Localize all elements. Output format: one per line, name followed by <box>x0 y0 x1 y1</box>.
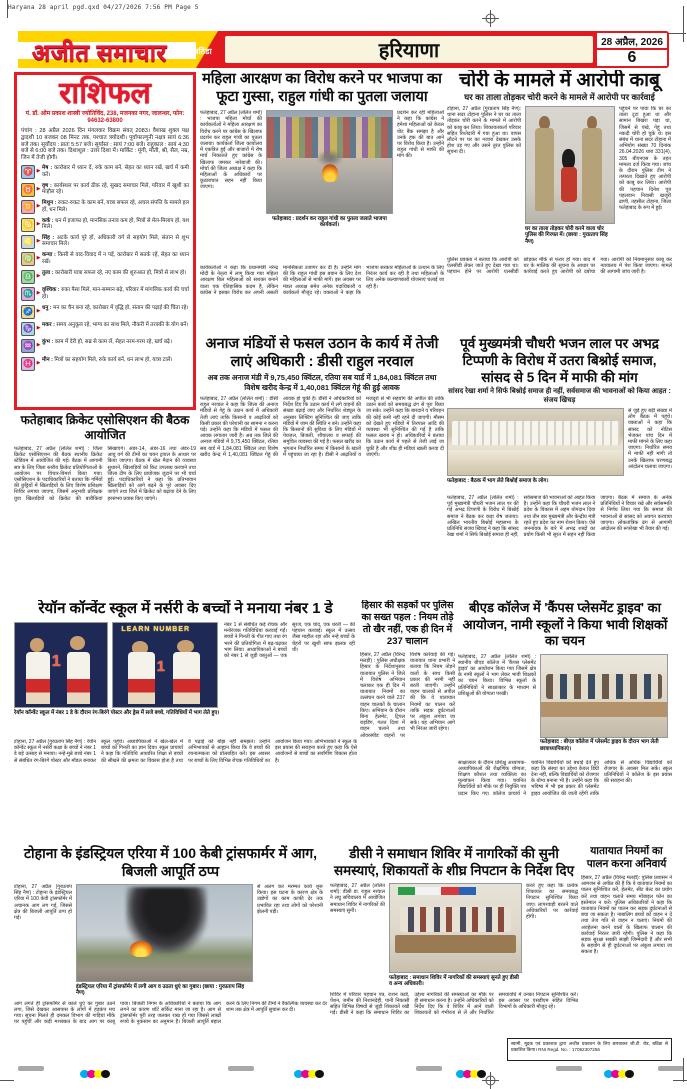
header-band <box>18 31 669 68</box>
sign-text: मेष : कारोबार में ध्यान दें, रुके काम बनें, सेहत का ध्यान रखें, खर्च में कमी करें। <box>42 165 190 178</box>
kid-figure <box>67 652 91 704</box>
date-box: 28 अप्रैल, 2026 <box>597 33 667 48</box>
registration-strip <box>0 1064 687 1074</box>
zodiac-icon: ♏ <box>21 287 35 301</box>
registration-dash <box>556 1066 582 1071</box>
photo-wrap <box>540 654 668 753</box>
kid-figure <box>26 652 50 704</box>
rashifal-sign-list <box>21 165 189 370</box>
rashifal-box <box>14 72 196 410</box>
photo-board-text: LEARN NUMBER <box>121 626 191 634</box>
people-figure <box>400 907 510 932</box>
rashifal-sign-row <box>21 252 189 266</box>
rashifal-sign-row <box>21 322 189 336</box>
arrow-icon: ▶ <box>36 168 41 175</box>
sign-text: मकर : समय अनुकूल रहे, भाग्य का साथ मिले, नौकरी में तरक्की के योग बनें। <box>42 321 189 328</box>
article-body: हिसार, 27 अप्रैल (विरेन्द्र मलड़ी): पुलिस प्रशासन ने आमजन से अपील की है कि वे यातायात नियमों का पालन सुनिश्चित करें, हेलमेट, सीट बेल्ट का प्रयोग करें तथा वाहन चलाते समय मोबाइल फोन का इस्तेमाल न करें। पुलिस अधिकारियों ने कहा कि यातायात नियमों का पालन कर सड़क दुर्घटनाओं से बचा जा सकता है। नाबालिग बच्चों को वाहन न दें तथा तेज गति से वाहन न चलाएं। नियमों की अवहेलना करने वालों के खिलाफ चालान की कार्रवाई निरंतर जारी रहेगी। पुलिस ने कहा कि सड़क सुरक्षा सबकी साझी जिम्मेदारी है और सभी के सहयोग से ही दुर्घटनाओं पर अंकुश लगाया जा सकता है। <box>581 875 672 956</box>
imprint-box <box>507 1038 672 1061</box>
cmyk-dot <box>101 1070 110 1078</box>
article-headline: डीसी ने समाधान शिविर में नागरिकों की सुनी समस्याएं, शिकायतों के शीघ्र निपटान के निर्देश दिए <box>333 846 575 878</box>
suspect-figure <box>561 167 577 202</box>
article-body: साक्षात्कार के दौरान प्रशिक्षु अध्यापक-अध्यापिकाओं की शैक्षणिक योग्यता, शिक्षण कौशल तथा व्यक्तित्व का मूल्यांकन किया गया। चयनित विद्यार्थियों को मौके पर ही नियुक्ति पत्र प्रदान किए गए। कॉलेज प्राचार्य ने चयनित विद्यार्थियों को बधाई देते हुए कहा कि संस्था का उद्देश्य केवल डिग्री देना नहीं, बल्कि विद्यार्थियों को रोजगार के योग्य बनाना भी है। उन्होंने कहा कि भविष्य में भी इस प्रकार की प्लेसमेंट ड्राइव आयोजित की जाती रहेंगी ताकि अधिक से अधिक विद्यार्थियों को रोजगार के अवसर मिल सकें। स्कूल प्रतिनिधियों ने कॉलेज के इस प्रयास की सराहना की। <box>458 759 672 797</box>
print-slug: Haryana 28 april pgd.qxd 04/27/2026 7:56 PM Page 5 <box>8 4 199 11</box>
article-photo <box>447 408 624 476</box>
rashifal-sign-row <box>21 183 189 197</box>
rashifal-sign-row <box>21 200 189 214</box>
imprint-line2: रोड, बठिंडा से प्रकाशित किया। RNI Regd. No. : 17092307256 <box>511 1041 669 1052</box>
article-body: फतेहाबाद, 27 अप्रैल (ललित शर्मा) : डीसी राहुल नरवाल ने कहा कि जिला की अनाज मंडियों से गेहूं के उठान कार्य में अधिकारी तेजी लाएं ताकि किसानों व आढ़तियों को किसी प्रकार की परेशानी का सामना न करना पड़े। उन्होंने कहा कि मंडियों में फसल की आवक लगातार जारी है। अब तक जिले की अनाज मंडियों में 9,75,450 क्विंटल, रतिया सब यार्ड में 1,84,081 क्विंटल तथा विशेष खरीद केन्द्र में 1,40,081 क्विंटल गेहूं की आवक हो चुकी है। डीसी ने अधिकारियों को निर्देश दिए कि उठान कार्य में लगे वाहनों की संख्या बढ़ाई जाए और निर्धारित शेड्यूल के अनुसार लिफ्टिंग सुनिश्चित की जाए ताकि मंडियों में जाम की स्थिति न बने। उन्होंने कहा कि किसानों की सुविधा के लिए मंडियों में पेयजल, बिजली, शौचालय व सफाई की समुचित व्यवस्था की गई है। फसल खरीद का भुगतान निर्धारित समय में किसानों के खातों में पहुंचाया जा रहा है। डीसी ने आढ़तियों व मजदूरों से भी सहयोग की अपील की ताकि उठान कार्य को समयबद्ध ढंग से पूरा किया जा सके। उन्होंने कहा कि बारदाने व परिवहन की कोई कमी नहीं रहने दी जाएगी। मौसम को देखते हुए मंडियों में तिरपाल आदि की व्यवस्था भी सुनिश्चित की गई है ताकि फसल खराब न हो। अधिकारियों ने बताया कि उठान कार्य में पहले से तेजी लाई जा चुकी है और शीघ्र ही मंडियां खाली करवा दी जाएंगी। <box>200 396 444 458</box>
arrow-icon: ▶ <box>36 272 41 279</box>
sign-text: कन्या : किसी से वाद-विवाद में न पड़ें, कारोबार में सतर्क रहें, सेहत का ध्यान रखें। <box>42 252 190 265</box>
banner-figure <box>398 887 477 896</box>
zodiac-icon: ♒ <box>21 339 35 353</box>
article-body: कार्यकर्ताओं ने कहा कि प्रधानमंत्री नरेन्द्र मोदी के नेतृत्व में लागू किया गया महिला आरक्षण बिल महिलाओं को सशक्त बनाने वाला एक ऐतिहासिक कदम है, लेकिन कांग्रेस ने इसका विरोध कर अपनी असली मानसिकता उजागर कर दी है। उन्होंने मांग की कि राहुल गांधी इस बयान के लिए देश की महिलाओं से माफी मांगें। इस अवसर पर मंडल अध्यक्ष समेत अनेक पदाधिकारी व कार्यकर्ता मौजूद रहे। वक्ताओं ने कहा कि भाजपा सरकार महिलाओं के उत्थान के लिए निरंतर कार्य कर रही है तथा महिलाओं के लिए अनेक कल्याणकारी योजनाएं चलाई जा रही हैं। <box>200 265 444 296</box>
crop-mark <box>683 6 684 42</box>
article-body: पहुंचने पर पाया कि घर का ताला टूटा हुआ था और सामान बिखरा पड़ा था, जिसमें से पंखे, गेहूं तथा नकदी चोरी हो चुके थे। इस संबंध में थाना सदर टोहाना में अभियोग संख्या 70 दिनांक 26.04.2026 धारा 331(4), 305 बीएनएस के तहत मामला दर्ज किया गया। जांच के दौरान पुलिस टीम ने तत्परता दिखाते हुए आरोपी को काबू कर लिया। आरोपी की पहचान दिनेश पुत्र पहलवान निवासी खजूरी ढाणी, तहसील टोहाना, जिला फतेहाबाद के रूप में हुई। <box>619 106 671 212</box>
photo-wrap <box>447 408 624 484</box>
rashifal-sign-row <box>21 339 189 353</box>
arrow-icon: ▶ <box>36 342 41 349</box>
photo-caption: फतेहाबाद : बीएड कॉलेज में प्लेसमेंट ड्राइव के दौरान भाग लेती छात्राध्यापिकाएं। <box>540 739 659 752</box>
sign-text: मिथुन : रुकट-रुकट के काम बनें, यात्रा सफल रहे, अचल संपत्ति के मामले हल हों, धन मिले। <box>42 200 190 213</box>
photo-caption: रेयॉन कॉन्वेंट स्कूल में नंबर 1 डे के दौरान रंग-बिरंगे पोस्टर और ड्रेस में सजे बच्चे, गतिविधियों में भाग लेते हुए। <box>14 709 220 716</box>
zodiac-icon: ♊ <box>21 200 35 214</box>
imprint-line1: स्वामी, मुद्रक एवं प्रकाशक द्वारा अजीत प्रकाशन के लिए छपवाकर जी.टी. <box>511 1041 641 1046</box>
article-headline: महिला आरक्षण का विरोध करने पर भाजपा का फूटा गुस्सा, राहुल गांधी का पुतला जलाया <box>202 71 442 105</box>
section-box <box>225 36 593 63</box>
article-chori-aropi <box>447 70 672 332</box>
rashifal-contact: पं. डॉ. ओम प्रकाश शास्त्री ज्योतिर्विद, 238, मजनका नगर, जालन्धर, फोन: 94632-63800 <box>25 111 185 124</box>
sign-text: मीन : मित्रों का सहयोग मिले, रुके कार्य बनें, धन लाभ हो, यात्रा टालें। <box>42 356 173 363</box>
kid-figure <box>70 636 85 649</box>
article-body: से अलग कर मरम्मत कार्य शुरू किया। इस घटना के कारण क्षेत्र के उद्योगों का काम काफी देर तक प्रभावित रहा तथा लोगों को परेशानी झेलनी पड़ी। <box>257 884 323 915</box>
masthead-edition: बठिंडा <box>194 47 212 56</box>
zodiac-icon: ♈ <box>21 165 35 179</box>
number-one-figure: 1 <box>156 658 166 676</box>
sign-text: वृश्चिक : रुका पैसा मिले, मान-सम्मान बढ़े, परिवार में मांगलिक कार्य की चर्चा हो। <box>42 287 189 300</box>
arrow-icon: ▶ <box>36 324 41 331</box>
rashifal-sign-row <box>21 165 189 179</box>
article-headline: रेयॉन कॉन्वेंट स्कूल में नर्सरी के बच्चों ने मनाया नंबर 1 डे <box>38 600 333 617</box>
arrow-icon: ▶ <box>36 203 41 210</box>
article-photo <box>266 110 393 214</box>
cmyk-dot-group <box>606 1065 634 1083</box>
article-body: हिसार, 27 अप्रैल (विरेन्द्र मलड़ी) : पुलिस अधीक्षक हिसार के निर्देशानुसार यातायात पुलिस ने जिले में विशेष अभियान चलाकर एक ही दिन में यातायात नियमों का उल्लंघन करने वाले 237 वाहन चालकों के चालान किए। अभियान के दौरान बिना हेलमेट, ट्रिपल राइडिंग, गलत दिशा में वाहन चलाने तथा ओवरस्पीड वाहनों पर विशेष कार्रवाई की गई। यातायात थाना प्रभारी ने बताया कि नियम तोड़ने वालों के साथ किसी प्रकार की नरमी नहीं बरती जाएगी। उन्होंने वाहन चालकों से अपील की कि वे यातायात नियमों का पालन करें ताकि सड़क दुर्घटनाओं पर अंकुश लगाया जा सके। यह अभियान आगे भी निरंतर जारी रहेगा। <box>360 652 455 739</box>
photo-caption: घर का ताला तोड़कर चोरी करने वाला चोर पुलिस की गिरफ्त में। (छाया : गुरप्रताप सिंह नैण) <box>525 225 608 245</box>
article-photo <box>389 883 522 973</box>
flame-figure <box>322 164 338 182</box>
sign-text: कुंभ : काम में देरी हो, सब्र से काम लें, सेहत नरम-गरम रहे, खर्च बढ़े। <box>42 339 172 346</box>
article-photo <box>76 884 253 982</box>
kid-figure <box>173 652 200 704</box>
photo-wrap <box>76 884 253 997</box>
article-photo <box>540 654 668 738</box>
sign-text: सिंह : अटके कार्य पूरे हों, अधिकारी वर्ग से सहयोग मिले, संतान से शुभ समाचार मिले। <box>42 234 189 248</box>
article-body: करते हुए कहा कि प्रत्येक शिकायत का समयबद्ध निपटान सुनिश्चित किया जाए। लापरवाही बरतने वाले अधिकारियों पर कार्रवाई होगी। <box>526 883 578 921</box>
article-photo <box>112 622 218 708</box>
article-body: शिविर में परिवार पहचान पत्र, राशन कार्ड, पेंशन, जमीन की निशानदेही, पानी निकासी सहित विभिन्न विषयों से जुड़ी शिकायतें रखी गईं। डीसी ने कहा कि समाधान शिविर का उद्देश्य नागरिकों की समस्याओं का मौके पर ही समाधान करना है। उन्होंने अधिकारियों को निर्देश दिए कि वे शिविर में आने वाली शिकायतों को गंभीरता से लें और निर्धारित समयावधि में उनका निपटान सुनिश्चित करें। इस अवसर पर एसडीएम सहित विभिन्न विभागों के अधिकारी मौजूद रहे। <box>330 991 578 1017</box>
rashifal-intro: पंचांग : 28 अप्रैल 2026 दिन मंगलवार विक्रम संवत् 2083। वैशाख शुक्ल पक्ष द्वादशी 10 बजकर 08 मिनट तक, पश्चात त्रयोदशी। पूर्वाफाल्गुनी नक्षत्र सायं 6:36 बजे तक। सूर्योदय : प्रातः 5:57 बजे। सूर्यास्त : सायं 7:00 बजे। राहुकाल : सायं 4:30 बजे से 6:00 बजे तक। दिशाशूल : उत्तर दिशा में। मार्किट : मूंगी, मोती, श्री, सैल, नम्र, जिन में तेजी होगी। <box>21 128 189 162</box>
arrow-icon: ▶ <box>36 185 41 192</box>
article-body: फतेहाबाद, 27 अप्रैल (ललित शर्मा) : भाजपा महिला मोर्चा की कार्यकर्ताओं ने महिला आरक्षण का विरोध करने पर कांग्रेस के खिलाफ प्रदर्शन कर राहुल गांधी का पुतला जलाया। कार्यकर्ता जिला कार्यालय में एकत्रित हुईं और बाजारों में रोष मार्च निकालते हुए कांग्रेस के खिलाफ जमकर नारेबाजी की। मोर्चा की जिला अध्यक्ष ने कहा कि महिलाओं के अधिकारों पर कुठाराघात सहन नहीं किया जाएगा। <box>200 110 262 191</box>
article-number-one-day <box>14 600 357 843</box>
zodiac-icon: ♑ <box>21 322 35 336</box>
article-anaj-mandi <box>200 335 444 598</box>
article-headline: हिसार की सड़कों पर पुलिस का सख्त पहल : नियम तोड़े तो खैर नहीं, एक ही दिन में 237 चालान <box>361 600 454 647</box>
article-cricket-meeting <box>14 413 196 598</box>
registration-dash <box>18 1066 44 1071</box>
article-body: नंबर 1 से संबंधित कई रोचक और मनोरंजक गतिविधियां करवाई गईं। बच्चों ने गिनती के गीत गाए तथा रंग भरने की प्रतियोगिता में बढ़-चढ़कर भाग लिया। अध्यापिकाओं ने बच्चों को नंबर 1 से जुड़ी वस्तुओं — एक सूरज, एक चांद, एक धरती — की पहचान करवाई। स्कूल में उत्सव जैसा माहौल रहा और नन्हे बच्चों के चेहरों पर खुशी साफ झलक रही थी। <box>224 622 355 660</box>
article-body: से जुड़े हुए बड़ी संख्या में लोग बैठक में पहुंचे। वक्ताओं ने कहा कि सांसद को नोटिस भेजकर पांच दिन में माफी मांगने के लिए कहा जाएगा। निर्धारित समय में माफी नहीं मांगी तो उनके खिलाफ चरणबद्ध आंदोलन चलाया जाएगा। <box>628 408 672 470</box>
section-title: हरियाणा <box>378 40 440 62</box>
group-figure <box>452 421 620 445</box>
registration-crosshair <box>482 10 499 27</box>
rashifal-sign-row <box>21 270 189 284</box>
article-headline: बीएड कॉलेज में 'कैंपस प्लेसमेंट ड्राइव' का आयोजन, नामी स्कूलों ने किया भावी शिक्षकों का चयन <box>462 600 668 648</box>
rashifal-title: राशिफल <box>59 77 151 110</box>
rashifal-sign-row <box>21 287 189 301</box>
cmyk-dot-group <box>82 1065 110 1083</box>
page-number-box: 6 <box>597 50 667 66</box>
rashifal-sign-row <box>21 235 189 249</box>
arrow-icon: ▶ <box>36 307 41 314</box>
article-subhead: घर का ताला तोड़कर चोरी करने के मामले में आरोपी पर कार्रवाई <box>464 92 655 102</box>
photo-caption: फतेहाबाद : प्रदर्शन कर राहुल गांधी का पुतला जलाते भाजपा कार्यकर्ता। <box>272 215 387 229</box>
article-photo <box>525 106 615 224</box>
cmyk-dot-group <box>296 1065 324 1083</box>
sign-text: वृष : कार्यस्थल पर कार्य ठीक रहे, सुखद समाचार मिले, परिवार में खुशी का माहौल रहे। <box>42 182 190 196</box>
zodiac-icon: ♓ <box>21 357 35 371</box>
arrow-icon: ▶ <box>36 237 41 244</box>
masthead-title: अजीत समाचार <box>32 40 167 67</box>
arrow-icon: ▶ <box>36 290 41 297</box>
cmyk-dot <box>625 1070 634 1078</box>
article-body: पुलिस प्रवक्ता ने बताया कि आरोपी को एलसीडी लेकर जाते हुए देखा गया था। पहचान होने पर आरोपी एलसीडी छोड़कर मौके से फरार हो गया। बाद में घर के मालिक की सूचना के आधार पर कार्रवाई करते हुए आरोपी को दबोचा गया। आरोपी को नियमानुसार काबू कर न्यायालय में पेश किया जाएगा। मामले की आगामी जांच जारी है। <box>447 257 672 276</box>
photo-wrap <box>389 883 522 988</box>
zodiac-icon: ♋ <box>21 218 35 232</box>
zodiac-icon: ♌ <box>21 235 35 249</box>
article-body: फतेहाबाद, 27 अप्रैल (ललित शर्मा) : स्थानीय बीएड कॉलेज में 'कैंपस प्लेसमेंट ड्राइव' का आयोजन किया गया जिसमें क्षेत्र के नामी स्कूलों ने भाग लेकर भावी शिक्षकों का चयन किया। विभिन्न स्कूलों के प्रतिनिधियों ने साक्षात्कार के माध्यम से प्रशिक्षुओं की योग्यता परखी। <box>458 653 536 697</box>
article-body: फतेहाबाद, 27 अप्रैल (ललित शर्मा): डीसी डा. राहुल नरवाल ने लघु सचिवालय में आयोजित समाधान शिविर में नागरिकों की समस्याएं सुनीं। <box>330 883 385 914</box>
article-photo <box>14 622 108 708</box>
article-headline: चोरी के मामले में आरोपी काबू <box>459 70 660 91</box>
floor-figure <box>448 450 623 475</box>
police-figure <box>535 128 554 212</box>
arrow-icon: ▶ <box>36 255 41 262</box>
desk-figure <box>541 702 667 717</box>
article-traffic-rules <box>581 845 672 1035</box>
article-body: टोहाना, 27 अप्रैल (गुरप्रताप सिंह नैण): थाना सदर टोहाना पुलिस ने घर का ताला तोड़कर चोरी करने के मामले में आरोपी को काबू कर लिया। शिकायतकर्ता परिवार सहित रिश्तेदारी में गया हुआ था। वापस लौटने पर घर का नजारा देखकर उसके होश उड़ गए और उसने तुरंत पुलिस को सूचना दी। <box>447 106 521 156</box>
flame-figure <box>130 941 152 957</box>
cmyk-dot <box>315 1070 324 1078</box>
kid-figure <box>30 638 45 651</box>
photo-wrap <box>266 110 393 229</box>
arrow-icon: ▶ <box>36 220 41 227</box>
arrow-icon: ▶ <box>36 359 41 366</box>
article-subhead: सांसद रेखा शर्मा ने सिर्फ बिश्नोई समाज ही नहीं, सर्वसमाज की भावनाओं को किया आहत : संजय खिचड़ <box>448 388 671 404</box>
zodiac-icon: ♐ <box>21 305 35 319</box>
registration-crosshair <box>482 1072 499 1089</box>
article-bishnoi-samaj <box>447 335 672 598</box>
police-figure <box>582 128 601 212</box>
kid-figure <box>128 652 155 704</box>
article-body: फतेहाबाद, 27 अप्रैल (ललित शर्मा) : पूर्व मुख्यमंत्री चौधरी भजन लाल पर की गई अभद्र टिप्पणी के विरोध में बिश्नोई समाज ने बैठक कर कड़ा रोष जताया। अखिल भारतीय बिश्नोई महासभा के प्रतिनिधि संजय खिचड़ ने कहा कि सांसद रेखा शर्मा ने सिर्फ बिश्नोई समाज ही नहीं, सर्वसमाज की भावनाओं को आहत किया है। उन्होंने कहा कि चौधरी भजन लाल ने प्रदेश के विकास में अहम योगदान दिया तथा तीन बार मुख्यमंत्री और केन्द्रीय मंत्री रहते हुए प्रदेश का नाम रोशन किया। ऐसे जननायक के बारे में अभद्र शब्दों का प्रयोग किसी भी सूरत में सहन नहीं किया जाएगा। बैठक में समाज के अनेक प्रतिनिधियों ने विचार रखे और सर्वसम्मति से निर्णय लिया गया कि समाज की भावनाओं से सांसद को अवगत करवाया जाएगा। लोकतांत्रिक ढंग से आगामी आंदोलन की रूपरेखा भी तैयार की गई। <box>447 495 672 539</box>
crop-mark <box>683 1058 684 1082</box>
number-one-figure: 1 <box>51 653 61 671</box>
article-headline: पूर्व मुख्यमंत्री चौधरी भजन लाल पर अभद्र टिप्पणी के विरोध में उतरा बिश्नोई समाज, सांसद से 5 दिन में माफी की मांग <box>460 336 659 385</box>
photo-wrap <box>14 622 220 716</box>
photo-wrap <box>525 106 615 245</box>
rashifal-sign-row <box>21 357 189 371</box>
registration-dash <box>416 1066 442 1071</box>
rashifal-sign-row <box>21 218 189 232</box>
article-body: प्रदर्शन कर रही महिलाओं ने कहा कि कांग्रेस ने हमेशा महिलाओं को केवल वोट बैंक समझा है और उनके हक की बात आने पर विरोध किया है। उन्होंने राहुल गांधी से माफी की मांग की। <box>397 110 444 160</box>
zodiac-icon: ♍ <box>21 252 35 266</box>
article-hisar-challan <box>360 600 455 843</box>
article-body: आग लगते ही ट्रांसफॉर्मर से काले धुएं का गुबार उठने लगा, जिसे देखकर आसपास के लोगों में हड़कंप मच गया। सूचना मिलते ही दमकल विभाग की गाड़ियां मौके पर पहुंचीं और कड़ी मशक्कत के बाद आग पर काबू पाया। बिजली निगम के अधिकारियों ने बताया कि आग लगने का कारण शॉर्ट सर्किट माना जा रहा है। आग से ट्रांसफॉर्मर पूरी तरह जलकर राख हो गया जिससे लाखों रुपये के नुकसान का अनुमान है। बिजली आपूर्ति बहाल करने के लिए निगम की टीमों ने वैकल्पिक व्यवस्था कर देर शाम तक क्षेत्र में आपूर्ति सुचारू कर दी। <box>14 1000 327 1026</box>
crop-mark <box>7 0 8 18</box>
article-samadhan-shivir <box>330 845 578 1058</box>
article-headline: टोहाना के इंडस्ट्रियल एरिया में 100 केबी ट्रांसफार्मर में आग, बिजली आपूर्ति ठप्प <box>23 845 318 879</box>
photo-caption: फतेहाबाद : समाधान शिविर में नागरिकों की समस्याएं सुनते हुए डीसी व अन्य अधिकारी। <box>389 974 519 988</box>
photo-caption: इंडस्ट्रियल एरिया में ट्रांसफॉर्मर में लगी आग व उठता धुएं का गुबार। (छाया : गुरप्रताप सिंह नैण) <box>76 983 245 997</box>
rashifal-sign-row <box>21 305 189 319</box>
article-headline: फतेहाबाद क्रिकेट एसोसिएशन की बैठक आयोजित <box>20 413 190 442</box>
table-figure <box>395 935 516 953</box>
sign-text: कर्क : धन में इजाफा हो, मानसिक तनाव कम हो, मित्रों से मेल-मिलाप हो, यश मिले। <box>42 217 190 230</box>
people-figure <box>546 674 662 699</box>
registration-dash <box>228 1066 254 1071</box>
zodiac-icon: ♎ <box>21 270 35 284</box>
sign-text: तुला : कारोबारी यात्रा सफल रहे, नए काम की शुरुआत हो, मित्रों से लाभ हो। <box>42 269 187 276</box>
sign-text: धनु : मन का चैन बना रहे, कारोबार में वृद्धि हो, संतान की पढ़ाई की चिंता रहे। <box>42 304 189 311</box>
article-subhead: अब तक अनाज मंडी में 9,75,450 क्विंटल, रतिया सब यार्ड में 1,84,081 क्विंटल तथा विशेष खरीद केन्द्र में 1,40,081 क्विंटल गेहूं की हुई आवक <box>207 373 437 392</box>
article-mahila-arakshan <box>200 70 444 332</box>
article-body: टोहाना, 27 अप्रैल (गुरप्रताप सिंह नैण) : रेयॉन कॉन्वेंट स्कूल में नर्सरी कक्षा के बच्चों ने नंबर 1 डे बड़े उत्साह से मनाया। नन्हे-मुन्ने बच्चे नंबर 1 से संबंधित रंग-बिरंगे पोस्टर और मॉडल बनाकर स्कूल पहुंचे। अध्यापिकाओं ने खेल-खेल में बच्चों को गिनती का ज्ञान दिया। स्कूल प्राचार्या ने कहा कि गतिविधि आधारित शिक्षा से बच्चों की सीखने की क्षमता का विकास होता है तथा वे पढ़ाई को बोझ नहीं समझते। उन्होंने अभिभावकों से आह्वान किया कि वे बच्चों की रचनात्मकता को प्रोत्साहित करें। इस अवसर पर बच्चों के लिए विभिन्न रोचक गतिविधियों का आयोजन किया गया। अभिभावकों ने स्कूल के इस प्रयास की सराहना करते हुए कहा कि ऐसे आयोजनों से बच्चों का सर्वांगीण विकास होता है। <box>14 739 357 764</box>
article-transformer-fire <box>14 845 327 1058</box>
crop-mark <box>0 1080 14 1081</box>
registration-dash <box>658 1066 684 1071</box>
article-headline: यातायात नियमों का पालन करना अनिवार्य <box>586 845 667 870</box>
zodiac-icon: ♉ <box>21 183 35 197</box>
photo-caption: फतेहाबाद : बैठक में भाग लेते बिश्नोई समाज के लोग। <box>447 477 549 484</box>
article-body: फतेहाबाद, 27 अप्रैल (ललित शर्मा) : जिला क्रिकेट एसोसिएशन की बैठक स्थानीय क्रिकेट स्टेडियम में आयोजित की गई। बैठक में आगामी सत्र के लिए जिला स्तरीय क्रिकेट प्रतियोगिताओं के आयोजन पर विचार-विमर्श किया गया। एसोसिएशन के पदाधिकारियों ने बताया कि गर्मियों की छुट्टियों में खिलाड़ियों के लिए विशेष प्रशिक्षण शिविर लगाया जाएगा, जिसमें अनुभवी प्रशिक्षक युवा खिलाड़ियों को क्रिकेट की बारीकियां सिखाएंगे। अंडर-14, अंडर-16 तथा अंडर-19 आयु वर्ग की टीमों का चयन ट्रायल के आधार पर किया जाएगा। बैठक में खेल मैदान की व्यवस्था सुधारने, खिलाड़ियों को किट उपलब्ध करवाने तथा जिला टीम के लिए प्रायोजक जुटाने पर भी चर्चा हुई। पदाधिकारियों ने कहा कि प्रतिभावान खिलाड़ियों को आगे बढ़ने के पूरे अवसर दिए जाएंगे तथा जिले में क्रिकेट को बढ़ावा देने के लिए हरसंभव प्रयास किए जाएंगे। <box>14 446 196 502</box>
article-bed-placement <box>458 600 672 843</box>
crop-mark <box>673 1080 687 1081</box>
article-headline: अनाज मंडियों से फसल उठान के कार्य में तेजी लाएं अधिकारी : डीसी राहुल नरवाल <box>205 336 439 370</box>
article-body: टोहाना, 27 अप्रैल (गुरप्रताप सिंह नैण) : टोहाना के इंडस्ट्रियल एरिया में 100 केवी ट्रांसफॉर्मर में अचानक आग लग गई, जिससे क्षेत्र की बिजली आपूर्ति ठप्प हो गई। <box>14 884 72 922</box>
